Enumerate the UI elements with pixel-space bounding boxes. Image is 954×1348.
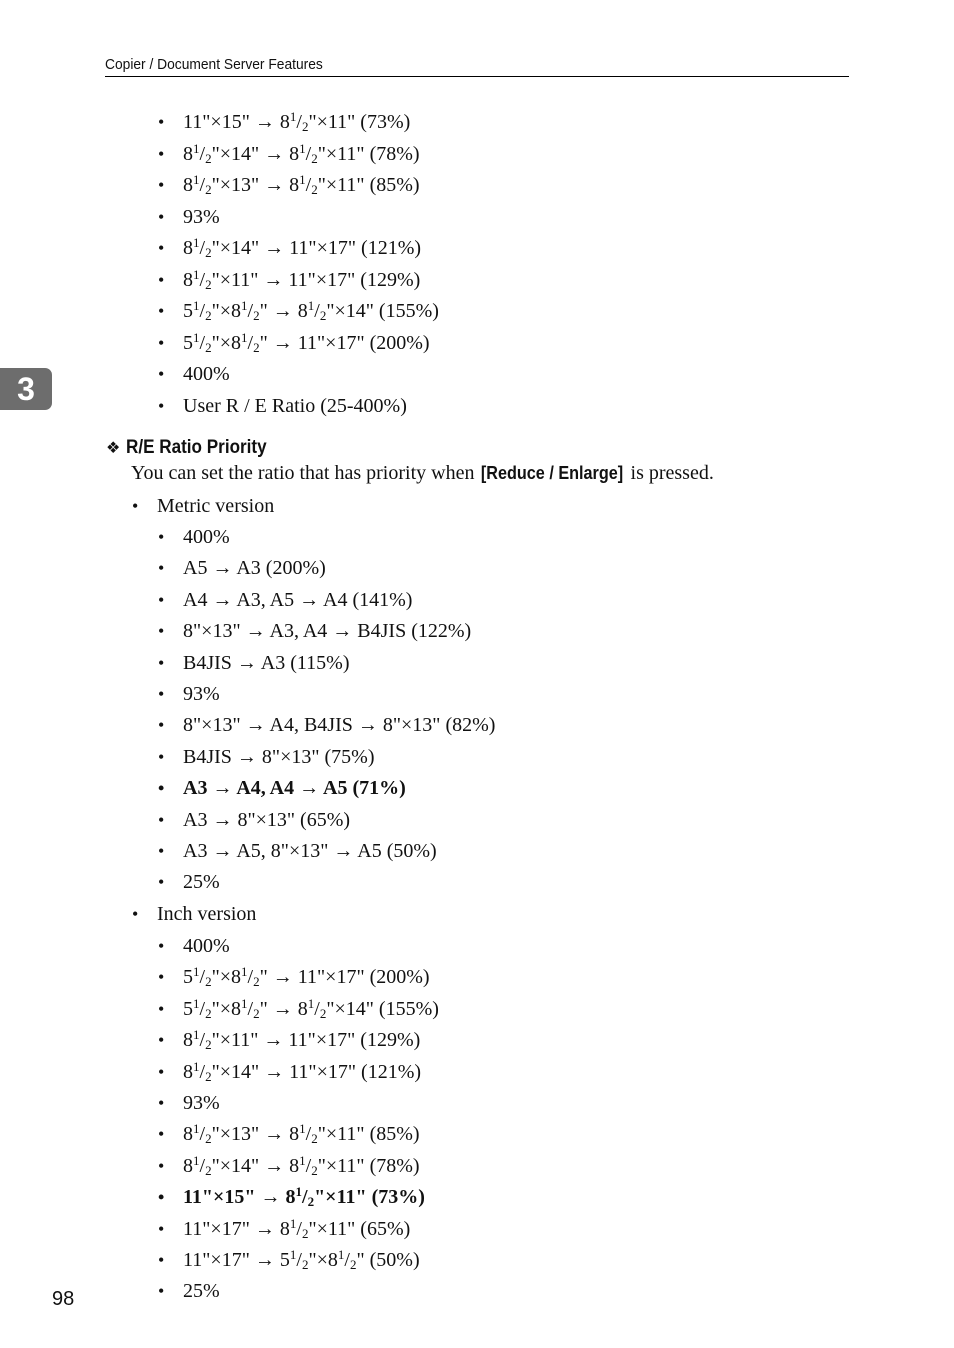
list-item-text: $8^1/_2"\times 14$" → 11"×17" (121%) [183, 235, 422, 260]
list-item-text: $8^1/_2"\times 14$" → $8^1/_2"\times 11$" (78%) [183, 1152, 420, 1178]
list-item-text: 8"×13" → A3, A4 → B4JIS (122%) [183, 620, 472, 643]
bullet-icon: • [158, 1218, 165, 1239]
list-item [158, 964, 430, 990]
list-item-text: $8^1/_2"\times 14$" → $8^1/_2"\times 11$" (78%) [183, 140, 420, 166]
list-item [158, 776, 406, 800]
bullet-icon: • [158, 809, 165, 830]
bullet-icon: • [158, 936, 165, 956]
list-item-text: $8^1/_2"\times 13$" → $8^1/_2"\times 11$" (85%) [183, 172, 420, 197]
bullet-icon: • [158, 301, 165, 321]
list-item-text: 25% [183, 871, 220, 894]
list-item [158, 109, 411, 134]
list-item [158, 745, 375, 769]
list-item [158, 651, 350, 675]
page-number: 98 [52, 1288, 75, 1310]
list-item-text: $5^1/_2"\times 8^1/_2$" → 11"×17" (200%) [183, 329, 430, 355]
list-item-text: A3 → 8"×13" (65%) [183, 808, 351, 831]
bullet-icon: • [158, 998, 165, 1019]
list-item [158, 808, 351, 832]
list-item-text: $5^1/_2"\times 8^1/_2$" → $8^1/_2"\times 14$" (155%) [183, 995, 439, 1021]
list-item-text: $8^1/_2"\times 11$" → 11"×17" (129%) [183, 266, 421, 292]
bullet-icon: • [158, 841, 165, 861]
list-item-text: 25% [183, 1280, 220, 1303]
list-item-text: B4JIS → A3 (115%) [183, 651, 350, 674]
bullet-icon: • [158, 967, 165, 988]
list-item [158, 1247, 420, 1272]
list-item-text: $5^1/_2"\times 8^1/_2$" → 11"×17" (200%) [183, 964, 430, 990]
list-item [158, 298, 439, 323]
bullet-icon: • [158, 1187, 165, 1208]
list-item [158, 235, 422, 260]
bullet-icon: • [158, 872, 165, 893]
bullet-icon: • [158, 558, 165, 579]
list-item [158, 934, 230, 958]
bullet-icon: • [158, 364, 165, 384]
list-item-text: 8"×13" → A4, B4JIS → 8"×13" (82%) [183, 714, 496, 737]
bullet-icon: • [158, 1030, 165, 1051]
list-item [158, 1027, 421, 1053]
list-item [158, 362, 230, 386]
running-header [105, 56, 849, 77]
list-item [158, 588, 413, 612]
bullet-icon: • [158, 778, 165, 799]
list-item [158, 1091, 220, 1115]
list-item [158, 1152, 420, 1178]
list-item-text: 400% [183, 935, 230, 957]
list-item-text: 93% [183, 205, 220, 228]
list-item [158, 839, 437, 863]
list-item-text: 400% [183, 363, 230, 385]
list-item [158, 140, 420, 166]
list-item [158, 172, 420, 197]
section-title-text: R/E Ratio Priority [126, 437, 267, 458]
list-item [158, 870, 220, 894]
list-item-text: $8^1/_2"\times 13$" → $8^1/_2"\times 11$" (85%) [183, 1121, 420, 1147]
list-item-text: User R / E Ratio (25-400%) [183, 394, 407, 417]
metric-version-heading: • Metric version [132, 495, 275, 517]
bullet-icon: • [158, 112, 165, 132]
list-item-text: A3 → A5, 8"×13" → A5 (50%) [183, 840, 437, 862]
list-item [158, 995, 439, 1021]
reduce-enlarge-key: [Reduce / Enlarge] [481, 463, 624, 483]
list-item [158, 266, 421, 292]
bullet-icon: • [132, 496, 139, 516]
list-item-text: 11"×15" → $8^1/_2"\times 11$" (73%) [183, 109, 411, 134]
list-item-text: B4JIS → 8"×13" (75%) [183, 745, 375, 768]
bullet-icon: • [132, 904, 139, 924]
bullet-icon: • [158, 269, 165, 290]
list-item [158, 394, 407, 418]
diamond-bullet-icon: ❖ [106, 438, 121, 457]
list-item [158, 205, 220, 229]
list-item-text: $8^1/_2"\times 14$" → 11"×17" (121%) [183, 1058, 422, 1084]
bullet-icon: • [158, 238, 165, 258]
bullet-icon: • [158, 684, 165, 704]
bullet-icon: • [158, 395, 165, 416]
bullet-icon: • [158, 1124, 165, 1145]
list-item-text: A4 → A3, A5 → A4 (141%) [183, 588, 413, 611]
bullet-icon: • [158, 175, 165, 195]
bullet-icon: • [158, 1155, 165, 1176]
section-description: You can set the ratio that has priority when [Reduce / Enlarge] is pressed. [131, 462, 714, 484]
chapter-tab: 3 [0, 368, 52, 410]
bullet-icon: • [158, 589, 165, 610]
list-item-text: A5 → A3 (200%) [183, 557, 326, 580]
bullet-icon: • [158, 652, 165, 673]
bullet-icon: • [158, 715, 165, 736]
bullet-icon: • [158, 746, 165, 767]
list-item-text: A3 → A4, A4 → A5 (71%) [183, 777, 406, 800]
list-item [158, 1058, 422, 1084]
bullet-icon: • [158, 527, 165, 547]
list-item [158, 619, 472, 643]
list-item [158, 1279, 220, 1303]
list-item [158, 556, 326, 580]
bullet-icon: • [158, 332, 165, 353]
list-item [158, 329, 430, 355]
bullet-icon: • [158, 143, 165, 164]
list-item-text: $5^1/_2"\times 8^1/_2$" → $8^1/_2"\times 14$" (155%) [183, 298, 439, 323]
list-item [158, 525, 230, 549]
section-title [106, 437, 283, 459]
bullet-icon: • [158, 1061, 165, 1082]
bullet-icon: • [158, 1281, 165, 1302]
bullet-icon: • [158, 1250, 165, 1270]
list-item [158, 682, 220, 706]
list-item-text: 400% [183, 526, 230, 548]
list-item-text: 11"×15" → $8^1/_2"\times 11$" (73%) [183, 1184, 425, 1210]
inch-version-heading: • Inch version [132, 903, 257, 925]
list-item-text: 11"×17" → $8^1/_2"\times 11$" (65%) [183, 1215, 411, 1241]
list-item [158, 1184, 425, 1210]
running-header-title: Copier / Document Server Features [105, 56, 323, 73]
bullet-icon: • [158, 206, 165, 227]
list-item [158, 1215, 411, 1241]
list-item-text: $8^1/_2"\times 11$" → 11"×17" (129%) [183, 1027, 421, 1053]
list-item-text: 93% [183, 683, 220, 705]
bullet-icon: • [158, 621, 165, 642]
list-item [158, 713, 496, 737]
list-item-text: 93% [183, 1092, 220, 1114]
list-item-text: 11"×17" → $5^1/_2"\times 8^1/_2$" (50%) [183, 1247, 420, 1272]
bullet-icon: • [158, 1093, 165, 1113]
list-item [158, 1121, 420, 1147]
